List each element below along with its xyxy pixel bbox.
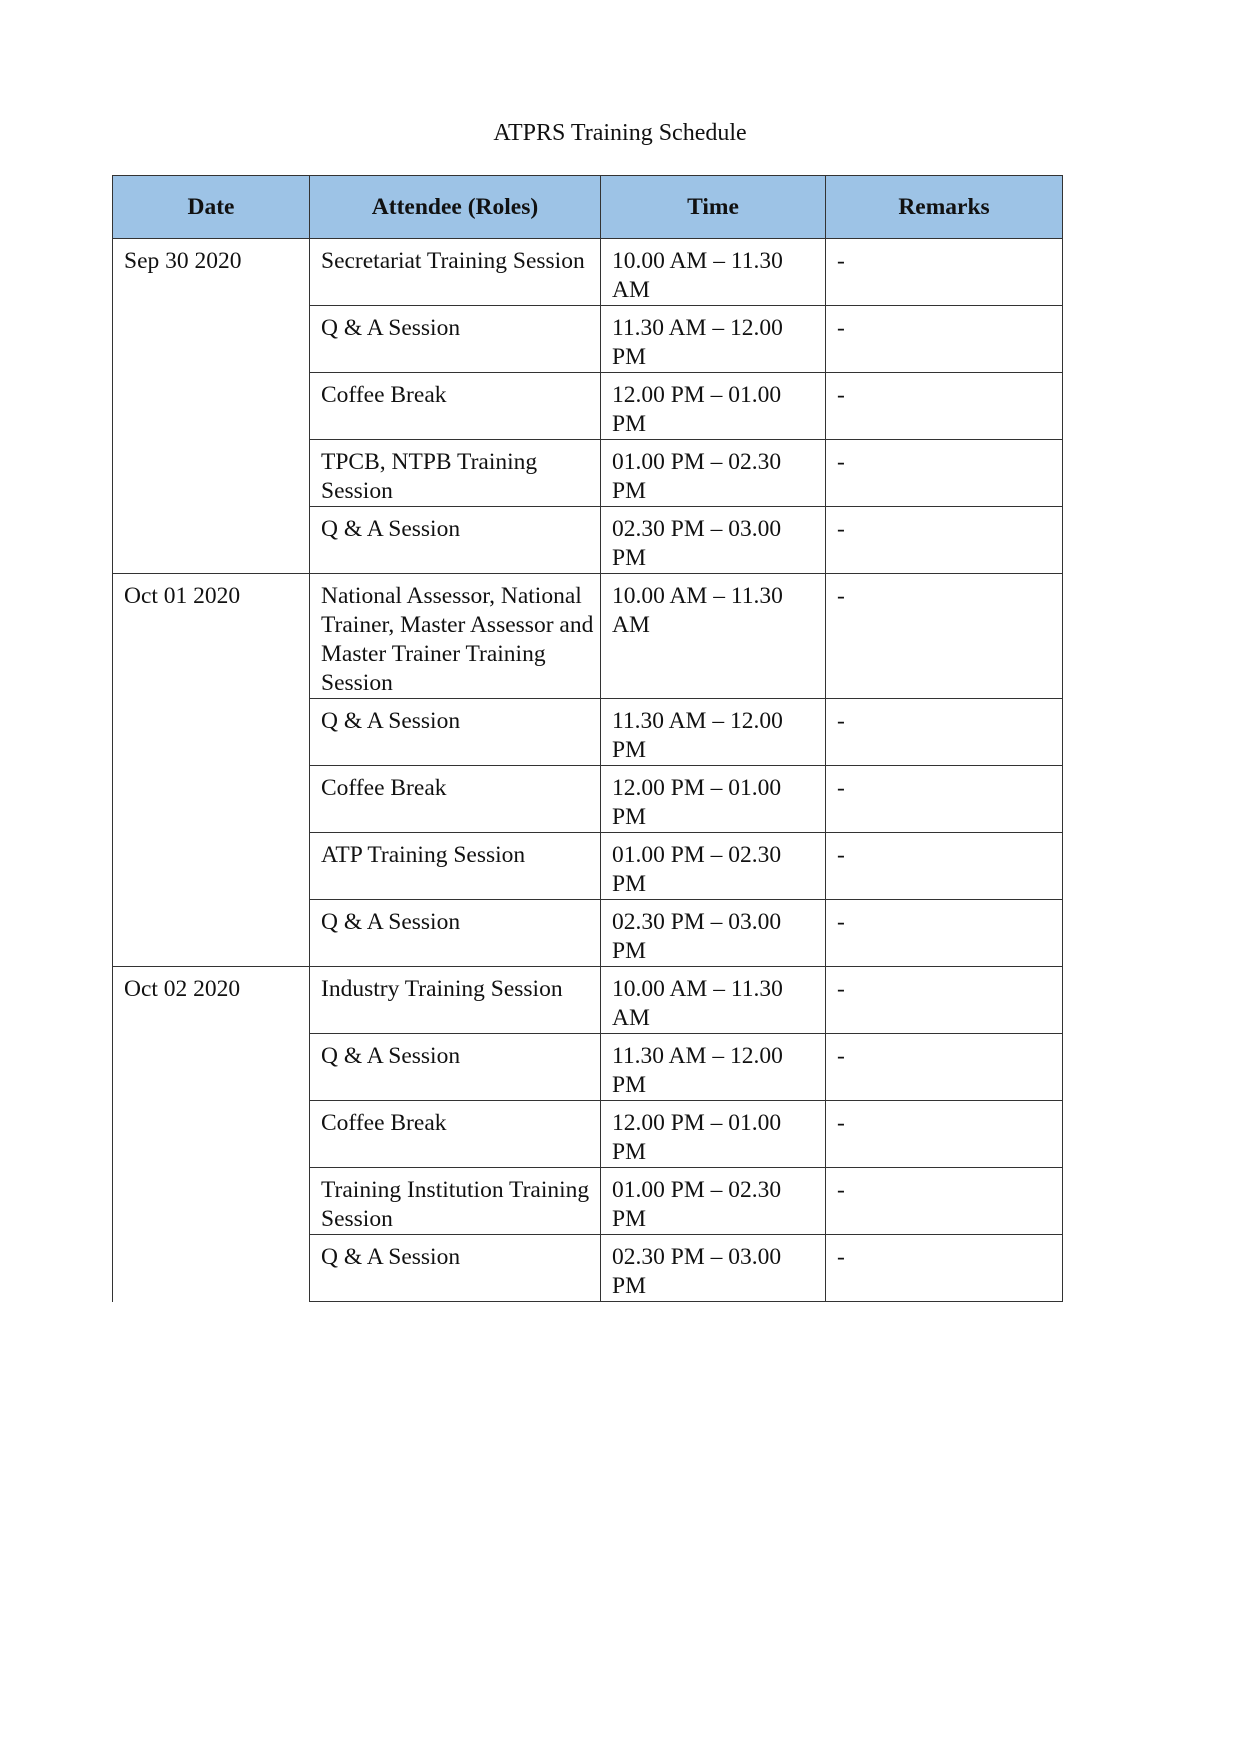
- attendee-cell: Secretariat Training Session: [310, 239, 601, 306]
- remarks-cell: -: [826, 766, 1063, 833]
- remarks-cell: -: [826, 574, 1063, 699]
- attendee-cell: Q & A Session: [310, 699, 601, 766]
- attendee-cell: Q & A Session: [310, 1235, 601, 1302]
- remarks-cell: -: [826, 306, 1063, 373]
- attendee-cell: Coffee Break: [310, 373, 601, 440]
- attendee-cell: Industry Training Session: [310, 967, 601, 1034]
- date-cell: Oct 02 2020: [113, 967, 310, 1302]
- attendee-cell: ATP Training Session: [310, 833, 601, 900]
- time-cell: 10.00 AM – 11.30 AM: [601, 574, 826, 699]
- date-cell: Oct 01 2020: [113, 574, 310, 967]
- remarks-cell: -: [826, 699, 1063, 766]
- page-title: ATPRS Training Schedule: [493, 120, 747, 146]
- attendee-cell: Training Institution Training Session: [310, 1168, 601, 1235]
- time-cell: 10.00 AM – 11.30 AM: [601, 239, 826, 306]
- remarks-cell: -: [826, 1034, 1063, 1101]
- time-cell: 02.30 PM – 03.00 PM: [601, 900, 826, 967]
- attendee-cell: Q & A Session: [310, 306, 601, 373]
- time-cell: 01.00 PM – 02.30 PM: [601, 440, 826, 507]
- time-cell: 10.00 AM – 11.30 AM: [601, 967, 826, 1034]
- time-cell: 12.00 PM – 01.00 PM: [601, 373, 826, 440]
- attendee-cell: Q & A Session: [310, 507, 601, 574]
- date-cell: Sep 30 2020: [113, 239, 310, 574]
- time-cell: 02.30 PM – 03.00 PM: [601, 507, 826, 574]
- header-remarks: Remarks: [826, 176, 1063, 239]
- remarks-cell: -: [826, 900, 1063, 967]
- time-cell: 11.30 AM – 12.00 PM: [601, 306, 826, 373]
- attendee-cell: Q & A Session: [310, 900, 601, 967]
- attendee-cell: Coffee Break: [310, 1101, 601, 1168]
- time-cell: 12.00 PM – 01.00 PM: [601, 766, 826, 833]
- time-cell: 11.30 AM – 12.00 PM: [601, 1034, 826, 1101]
- attendee-cell: TPCB, NTPB Training Session: [310, 440, 601, 507]
- header-date: Date: [113, 176, 310, 239]
- table-row: [113, 574, 1063, 699]
- attendee-cell: Coffee Break: [310, 766, 601, 833]
- time-cell: 12.00 PM – 01.00 PM: [601, 1101, 826, 1168]
- remarks-cell: -: [826, 507, 1063, 574]
- remarks-cell: -: [826, 833, 1063, 900]
- schedule-table: [112, 175, 1063, 1302]
- attendee-cell: Q & A Session: [310, 1034, 601, 1101]
- remarks-cell: -: [826, 1101, 1063, 1168]
- time-cell: 01.00 PM – 02.30 PM: [601, 1168, 826, 1235]
- table-row: [113, 239, 1063, 306]
- remarks-cell: -: [826, 967, 1063, 1034]
- remarks-cell: -: [826, 1235, 1063, 1302]
- header-attendee: Attendee (Roles): [310, 176, 601, 239]
- time-cell: 02.30 PM – 03.00 PM: [601, 1235, 826, 1302]
- header-time: Time: [601, 176, 826, 239]
- remarks-cell: -: [826, 239, 1063, 306]
- table-header-row: [113, 176, 1063, 239]
- time-cell: 11.30 AM – 12.00 PM: [601, 699, 826, 766]
- time-cell: 01.00 PM – 02.30 PM: [601, 833, 826, 900]
- table-row: [113, 967, 1063, 1034]
- remarks-cell: -: [826, 1168, 1063, 1235]
- remarks-cell: -: [826, 440, 1063, 507]
- remarks-cell: -: [826, 373, 1063, 440]
- attendee-cell: National Assessor, National Trainer, Master Assessor and Master Trainer Training Session: [310, 574, 601, 699]
